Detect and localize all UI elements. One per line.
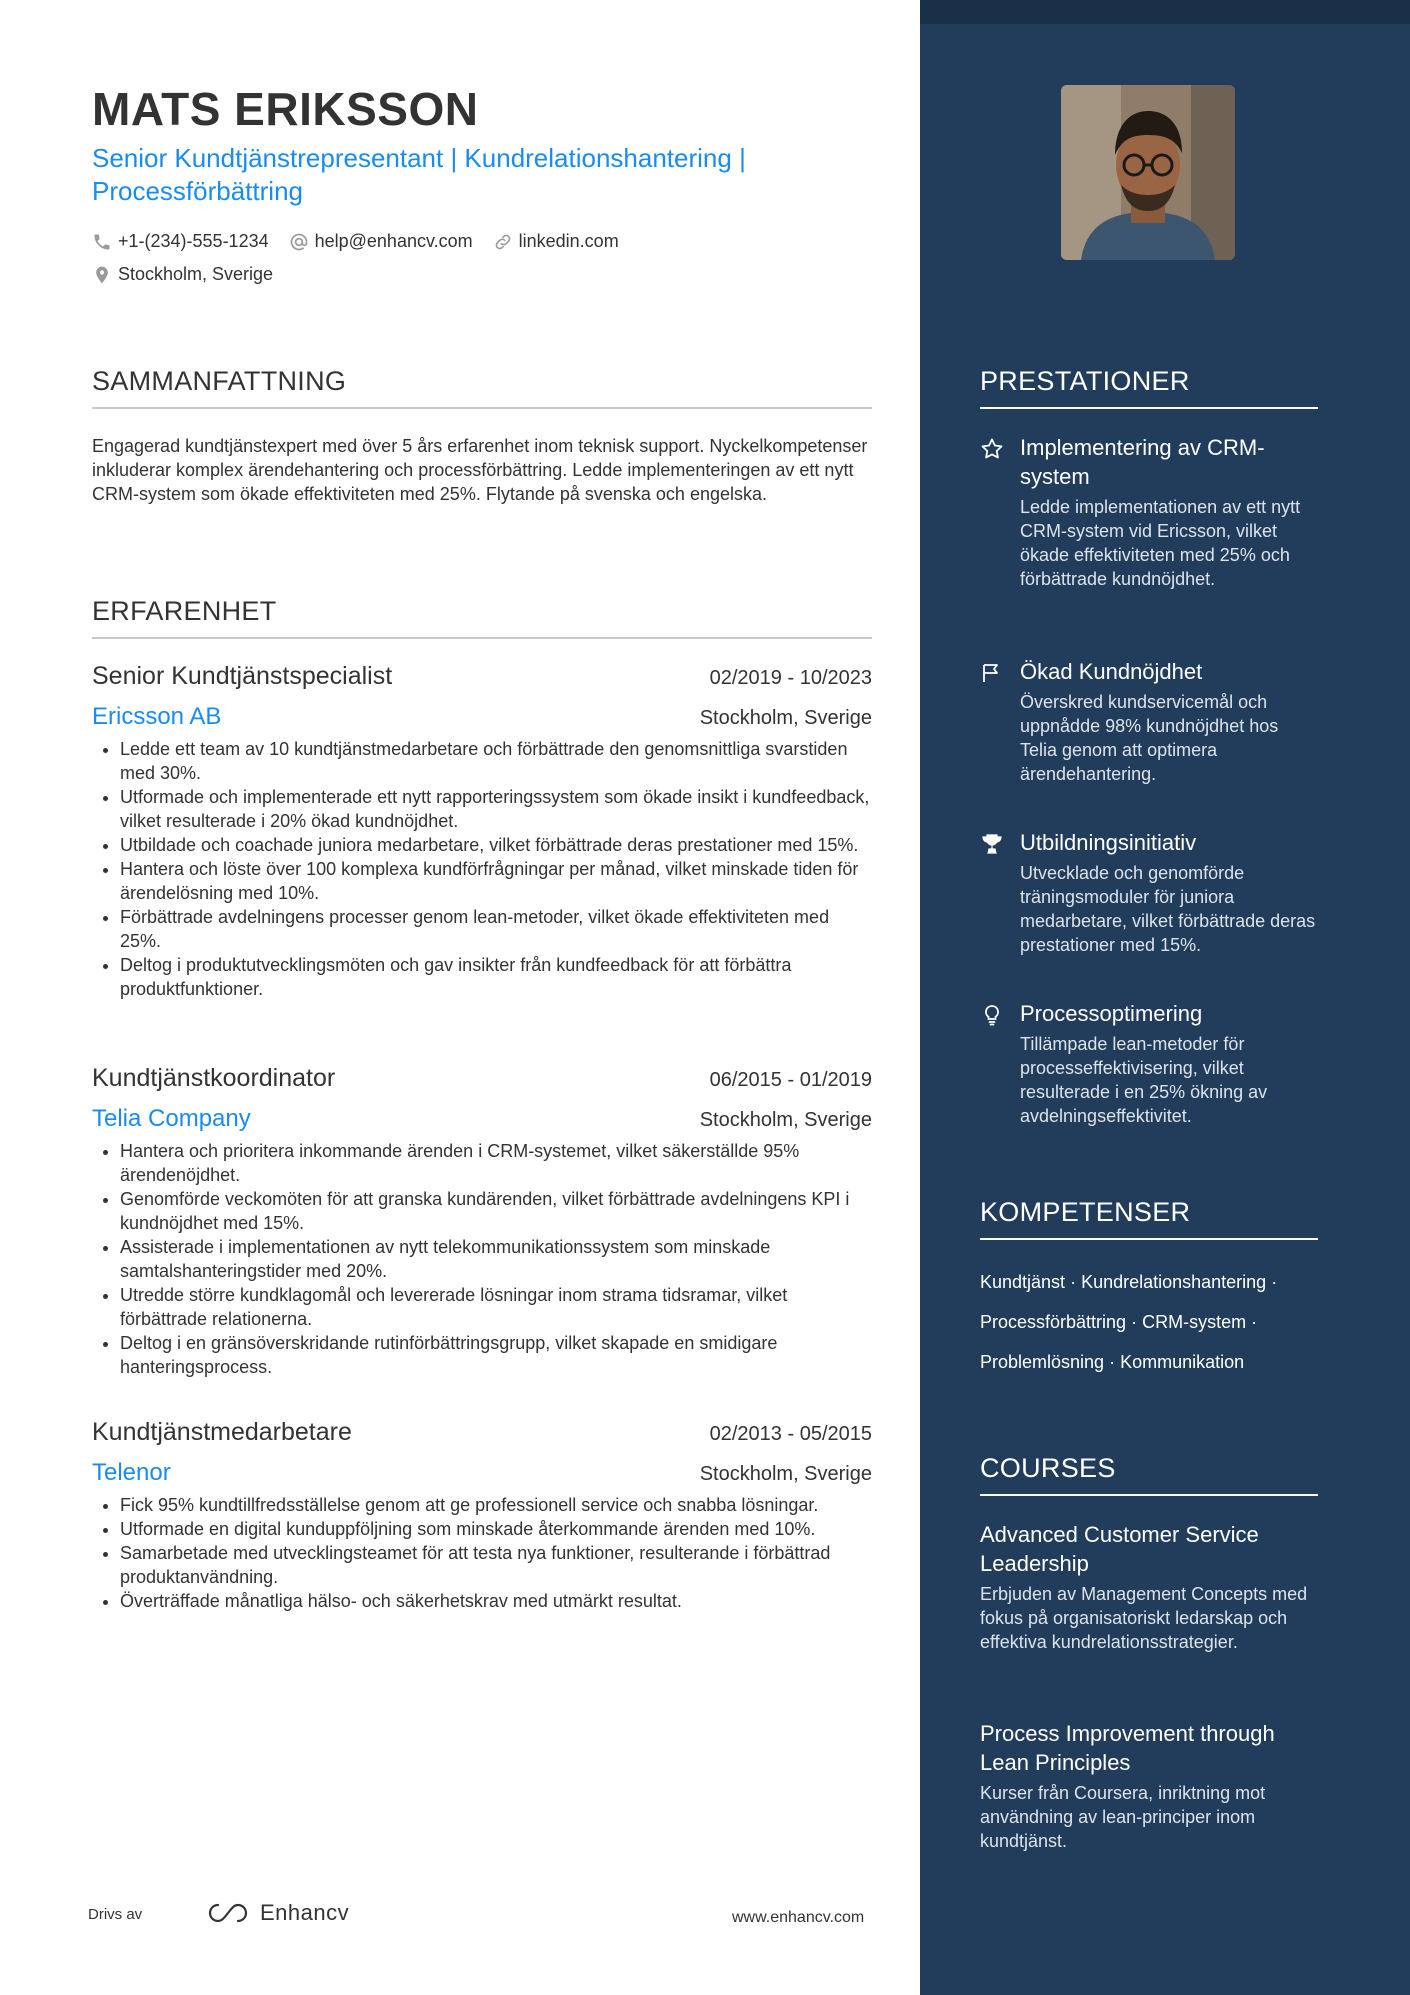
candidate-title: Senior Kundtjänstrepresentant | Kundrelationshantering | Processförbättring (92, 143, 746, 206)
achievement-item (980, 999, 1318, 1128)
skill-item: Kundrelationshantering (1081, 1272, 1267, 1292)
job-entry (92, 1064, 872, 1379)
job-bullet: • Hantera och prioritera inkommande ärenden i CRM-systemet, vilket säkerställde 95% ärendenöjdhet. (120, 1139, 872, 1187)
skills-list: Kundtjänst · Kundrelationshantering · Processförbättring · CRM-system · Problemlösning · Kommunikation (980, 1272, 1278, 1372)
job-bullet: • Utformade en digital kunduppföljning som minskade återkommande ärenden med 10%. (120, 1517, 872, 1541)
job-bullets (92, 1139, 872, 1379)
trophy-icon (980, 832, 1004, 856)
job-bullet: • Överträffade månatliga hälso- och säkerhetskrav med utmärkt resultat. (120, 1589, 872, 1613)
contact-linkedin[interactable] (493, 231, 619, 252)
avatar-portrait (1061, 85, 1235, 260)
course-item (980, 1719, 1318, 1853)
job-entry (92, 1418, 872, 1613)
flag-icon (980, 661, 1004, 685)
job-bullet: • Utredde större kundklagomål och levererade lösningar inom strama tidsramar, vilket förbättrade relationerna. (120, 1283, 872, 1331)
contact-phone (92, 231, 269, 252)
course-item (980, 1520, 1318, 1654)
job-location: Stockholm, Sverige (699, 1109, 872, 1131)
job-company: Telia Company (92, 1105, 251, 1132)
skills-heading: KOMPETENSER (980, 1197, 1318, 1240)
experience-heading: ERFARENHET (92, 596, 872, 639)
achievement-title: Implementering av CRM-system (1020, 435, 1265, 489)
skill-item: Problemlösning (980, 1352, 1105, 1372)
job-role: Kundtjänstkoordinator (92, 1064, 336, 1092)
contact-row-2 (92, 264, 293, 285)
job-bullet: • Utformade och implementerade ett nytt rapporteringssystem som ökade insikt i kundfeedback, vilket resulterade i 20% ökad kundnöjdhet. (120, 785, 872, 833)
sidebar (920, 0, 1410, 1995)
achievement-title: Utbildningsinitiativ (1020, 830, 1197, 855)
job-bullet: • Ledde ett team av 10 kundtjänstmedarbetare och förbättrade den genomsnittliga svarstiden med 30%. (120, 737, 872, 785)
job-date: 02/2013 - 05/2015 (709, 1423, 872, 1445)
job-bullet: • Assisterade i implementationen av nytt telekommunikationssystem som minskade samtalshanteringstider med 20%. (120, 1235, 872, 1283)
enhancv-logo[interactable] (206, 1900, 349, 1926)
achievement-item (980, 828, 1318, 957)
courses-heading: COURSES (980, 1453, 1318, 1496)
skill-item: CRM-system (1142, 1312, 1247, 1332)
contact-location (92, 264, 273, 285)
achievement-item (980, 433, 1318, 591)
job-bullet: • Samarbetade med utvecklingsteamet för att testa nya funktioner, resulterande i förbättrad produktanvändning. (120, 1541, 872, 1589)
contact-email[interactable] (289, 231, 473, 252)
job-date: 06/2015 - 01/2019 (709, 1069, 872, 1091)
candidate-name: MATS ERIKSSON (92, 83, 479, 135)
job-location: Stockholm, Sverige (699, 1463, 872, 1485)
job-location: Stockholm, Sverige (699, 707, 872, 729)
job-entry (92, 662, 872, 1001)
achievement-desc: Tillämpade lean-metoder för processeffektivisering, vilket resulterade i en 25% ökning av avdelningseffektivitet. (1020, 1034, 1268, 1126)
summary-heading: SAMMANFATTNING (92, 366, 872, 409)
linkedin-text: linkedin.com (518, 231, 619, 251)
course-title: Process Improvement through Lean Principles (980, 1721, 1275, 1775)
phone-icon (92, 232, 112, 252)
phone-text: +1-(234)-555-1234 (118, 231, 269, 251)
job-bullet: • Utbildade och coachade juniora medarbetare, vilket förbättrade deras prestationer med 15%. (120, 833, 872, 857)
achievement-desc: Överskred kundservicemål och uppnådde 98% kundnöjdhet hos Telia genom att optimera ärendehantering. (1020, 692, 1279, 784)
course-title: Advanced Customer Service Leadership (980, 1522, 1259, 1576)
location-text: Stockholm, Sverige (118, 264, 274, 284)
at-icon (289, 232, 309, 252)
enhancv-logo-icon (206, 1901, 252, 1925)
job-bullets (92, 737, 872, 1001)
course-desc: Erbjuden av Management Concepts med fokus på organisatoriskt ledarskap och effektiva kundrelationsstrategier. (980, 1584, 1308, 1652)
link-icon (493, 232, 513, 252)
achievements-heading: PRESTATIONER (980, 366, 1318, 409)
powered-by-label: Drivs av (88, 1906, 143, 1923)
job-bullet: • Genomförde veckomöten för att granska kundärenden, vilket förbättrade avdelningens KPI i kundnöjdhet med 15%. (120, 1187, 872, 1235)
achievement-title: Processoptimering (1020, 1001, 1203, 1026)
job-bullet: • Fick 95% kundtillfredsställelse genom att ge professionell service och snabba lösningar. (120, 1493, 872, 1517)
achievement-title: Ökad Kundnöjdhet (1020, 659, 1203, 684)
skill-item: Processförbättring (980, 1312, 1127, 1332)
skill-item: Kommunikation (1120, 1352, 1245, 1372)
sidebar-top-bar (920, 0, 1410, 24)
profile-photo (1061, 85, 1235, 260)
job-bullet: • Hantera och löste över 100 komplexa kundförfrågningar per månad, vilket minskade tiden för ärendelösning med 10%. (120, 857, 872, 905)
summary-text: Engagerad kundtjänstexpert med över 5 års erfarenhet inom teknisk support. Nyckelkompetenser inkluderar komplex ärendehantering och processförbättring. Ledde implementeringen av ett nytt CRM-system som ökade effektiviteten med 25%. Flytande på svenska och engelska. (92, 436, 868, 504)
job-bullet: • Deltog i en gränsöverskridande rutinförbättringsgrupp, vilket skapade en smidigare hanteringsprocess. (120, 1331, 872, 1379)
star-icon (980, 437, 1004, 461)
website-link[interactable]: www.enhancv.com (732, 1909, 865, 1926)
course-desc: Kurser från Coursera, inriktning mot användning av lean-principer inom kundtjänst. (980, 1783, 1266, 1851)
job-role: Senior Kundtjänstspecialist (92, 662, 393, 690)
achievement-desc: Ledde implementationen av ett nytt CRM-system vid Ericsson, vilket ökade effektiviteten med 25% och förbättrade kundnöjdhet. (1020, 497, 1301, 589)
job-company: Telenor (92, 1459, 171, 1486)
job-bullets (92, 1493, 872, 1613)
achievement-item (980, 657, 1318, 786)
skill-item: Kundtjänst (980, 1272, 1066, 1292)
contact-row-1 (92, 231, 639, 252)
job-bullet: • Deltog i produktutvecklingsmöten och gav insikter från kundfeedback för att förbättra produktfunktioner. (120, 953, 872, 1001)
job-bullet: • Förbättrade avdelningens processer genom lean-metoder, vilket ökade effektiviteten med 25%. (120, 905, 872, 953)
job-date: 02/2019 - 10/2023 (709, 667, 872, 689)
achievement-desc: Utvecklade och genomförde träningsmoduler för juniora medarbetare, vilket förbättrade deras prestationer med 15%. (1020, 863, 1316, 955)
email-text: help@enhancv.com (314, 231, 473, 251)
job-role: Kundtjänstmedarbetare (92, 1418, 352, 1446)
enhancv-brand-text: Enhancv (260, 1900, 350, 1925)
location-pin-icon (92, 265, 112, 285)
lightbulb-icon (980, 1003, 1004, 1027)
job-company: Ericsson AB (92, 703, 222, 730)
